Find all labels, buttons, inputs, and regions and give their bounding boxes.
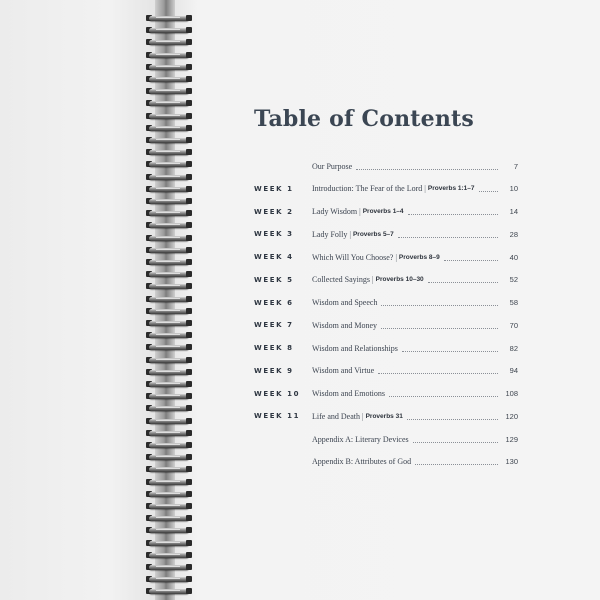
- toc-entry: [254, 296, 518, 310]
- week-label: WEEK 5: [254, 275, 294, 284]
- page-number: 70: [509, 320, 518, 330]
- scripture-reference: Proverbs 1–4: [362, 208, 404, 215]
- separator: |: [359, 207, 361, 216]
- toc-entry: [254, 205, 518, 219]
- dot-leader: [389, 392, 498, 397]
- dot-leader: [428, 278, 498, 283]
- entry-title: Wisdom and Virtue: [312, 366, 375, 376]
- separator: |: [372, 275, 374, 285]
- entry-text: [312, 366, 502, 375]
- page-number: 108: [505, 389, 518, 398]
- entry-text: [312, 253, 502, 262]
- page-number: 82: [509, 343, 518, 353]
- week-label: WEEK 6: [254, 298, 294, 307]
- toc-entry: [254, 182, 518, 196]
- entry-text: [312, 207, 502, 216]
- entry-title: Wisdom and Speech: [312, 298, 378, 307]
- page-number: 129: [505, 434, 518, 444]
- entry-title: Introduction: The Fear of the Lord: [312, 184, 423, 194]
- entry-text: [312, 344, 502, 353]
- scripture-reference: Proverbs 8–9: [398, 253, 440, 261]
- separator: |: [349, 229, 351, 239]
- dot-leader: [402, 347, 498, 352]
- entry-text: [312, 412, 502, 421]
- entry-text: [312, 184, 502, 193]
- entry-title: Wisdom and Relationships: [312, 343, 398, 353]
- entry-title: Wisdom and Emotions: [312, 389, 386, 398]
- toc-entry: [254, 387, 518, 401]
- dot-leader: [381, 301, 498, 306]
- dot-leader: [408, 210, 498, 215]
- toc-entry: [254, 364, 518, 378]
- week-label: WEEK 2: [254, 207, 294, 216]
- entry-text: [312, 298, 502, 307]
- week-label: WEEK 1: [254, 184, 294, 193]
- dot-leader: [479, 187, 499, 192]
- page-number: 94: [509, 366, 518, 376]
- entry-text: [312, 321, 502, 330]
- dot-leader: [356, 165, 498, 170]
- dot-leader: [444, 256, 498, 261]
- entry-title: Which Will You Choose?: [312, 252, 394, 262]
- entry-title: Life and Death: [312, 411, 360, 421]
- entry-text: [312, 162, 502, 171]
- page-number: 10: [509, 184, 518, 194]
- entry-text: [312, 457, 502, 466]
- entry-title: Appendix B: Attributes of God: [312, 457, 412, 467]
- entry-title: Our Purpose: [312, 161, 353, 171]
- page-number: 52: [509, 275, 518, 285]
- toc-entry: [254, 227, 518, 241]
- separator: |: [424, 184, 426, 194]
- scripture-reference: Proverbs 10–30: [375, 276, 424, 284]
- week-label: WEEK 3: [254, 230, 294, 239]
- toc-entry: [254, 409, 518, 423]
- page-number: 40: [509, 252, 518, 262]
- page-title: Table of Contents: [254, 106, 474, 132]
- toc-entry: [254, 455, 518, 469]
- toc-entry: [254, 341, 518, 355]
- page-number: 120: [505, 411, 518, 421]
- scripture-reference: Proverbs 1:1–7: [427, 185, 475, 193]
- dot-leader: [378, 369, 498, 374]
- entry-title: Collected Sayings: [312, 275, 370, 285]
- dot-leader: [415, 460, 498, 465]
- page-number: 130: [505, 457, 518, 467]
- dot-leader: [398, 233, 498, 238]
- toc-entry: [254, 318, 518, 332]
- toc-entry: [254, 250, 518, 264]
- dot-leader: [413, 438, 498, 443]
- week-label: WEEK 11: [254, 412, 301, 421]
- separator: |: [395, 252, 397, 262]
- toc-entry: [254, 159, 518, 173]
- week-label: WEEK 8: [254, 344, 294, 352]
- entry-title: Lady Wisdom: [312, 207, 358, 216]
- dot-leader: [381, 324, 498, 329]
- entry-text: [312, 275, 502, 284]
- page-number: 7: [513, 161, 518, 171]
- entry-text: [312, 230, 502, 239]
- toc-entry: [254, 273, 518, 287]
- entry-title: Lady Folly: [312, 229, 348, 239]
- entry-text: [312, 389, 502, 398]
- dot-leader: [407, 415, 498, 420]
- separator: |: [361, 411, 364, 421]
- week-label: WEEK 7: [254, 321, 294, 330]
- entry-text: [312, 435, 502, 444]
- page-number: 28: [509, 229, 518, 239]
- scripture-reference: Proverbs 31: [365, 412, 403, 420]
- entry-title: Wisdom and Money: [312, 320, 378, 330]
- page-number: 58: [509, 298, 518, 307]
- scripture-reference: Proverbs 5–7: [352, 230, 394, 238]
- entry-title: Appendix A: Literary Devices: [312, 434, 409, 444]
- week-label: WEEK 9: [254, 366, 294, 375]
- week-label: WEEK 4: [254, 253, 294, 261]
- week-label: WEEK 10: [254, 389, 301, 398]
- toc-entry: [254, 432, 518, 446]
- page-number: 14: [509, 207, 518, 216]
